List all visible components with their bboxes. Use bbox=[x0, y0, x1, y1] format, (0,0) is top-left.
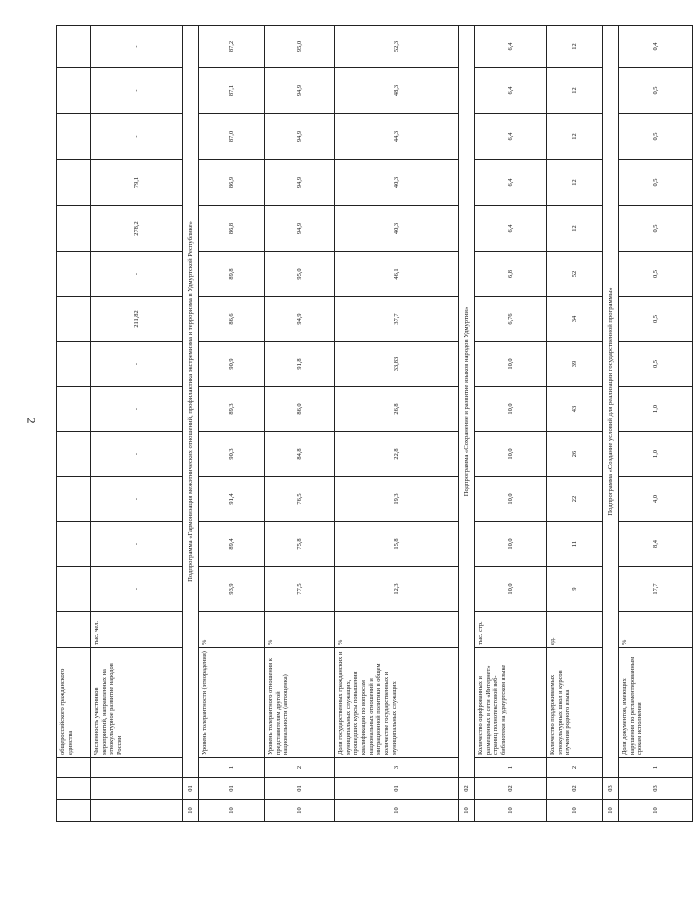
value-cell bbox=[57, 68, 91, 114]
value-cell: 10,0 bbox=[475, 342, 547, 387]
value-cell: 10,0 bbox=[475, 567, 547, 612]
value-cell: 0,5 bbox=[619, 206, 693, 252]
value-cell: - bbox=[91, 522, 183, 567]
indicators-table bbox=[56, 25, 693, 822]
value-cell bbox=[57, 297, 91, 342]
program-code-cell: 10 bbox=[199, 800, 265, 822]
indicator-number-cell: 2 bbox=[265, 758, 335, 778]
value-cell: 0,5 bbox=[619, 160, 693, 206]
indicator-name-cell: Доля документов, имеющих нарушения по регламентированным срокам исполнения bbox=[619, 648, 693, 758]
subprogram-title-cell: Подпрограмма «Создание условий для реализации государственной программы» bbox=[603, 26, 619, 778]
indicator-name-cell: Количество оцифрованных и размещенных в сети «Интернет» страниц полнотекстовой веб-библиотеки на удмуртском языке bbox=[475, 648, 547, 758]
value-cell: 6,4 bbox=[475, 26, 547, 68]
value-cell: 44,3 bbox=[335, 114, 459, 160]
value-cell: 90,9 bbox=[199, 342, 265, 387]
indicator-number-cell bbox=[57, 758, 91, 778]
value-cell: 37,7 bbox=[335, 297, 459, 342]
value-cell: 12 bbox=[547, 206, 603, 252]
value-cell: 90,3 bbox=[199, 432, 265, 477]
program-code-cell: 10 bbox=[183, 800, 199, 822]
value-cell: 94,9 bbox=[265, 206, 335, 252]
value-cell: 95,0 bbox=[265, 252, 335, 297]
value-cell: - bbox=[91, 252, 183, 297]
value-cell: 0,5 bbox=[619, 252, 693, 297]
value-cell: 89,4 bbox=[199, 522, 265, 567]
table-row bbox=[475, 26, 547, 822]
value-cell: 26 bbox=[547, 432, 603, 477]
value-cell bbox=[57, 567, 91, 612]
value-cell: - bbox=[91, 114, 183, 160]
value-cell bbox=[57, 342, 91, 387]
value-cell: 48,3 bbox=[335, 68, 459, 114]
subprogram-row bbox=[459, 26, 475, 822]
value-cell: 278,2 bbox=[91, 206, 183, 252]
subprogram-code-cell bbox=[57, 778, 91, 800]
value-cell: 89,8 bbox=[199, 252, 265, 297]
value-cell: 87,1 bbox=[199, 68, 265, 114]
value-cell: 211,82 bbox=[91, 297, 183, 342]
indicator-name-cell: общероссийского гражданского единства bbox=[57, 648, 91, 758]
value-cell: 95,0 bbox=[265, 26, 335, 68]
value-cell: 94,9 bbox=[265, 297, 335, 342]
value-cell: 11 bbox=[547, 522, 603, 567]
value-cell: 6,4 bbox=[475, 114, 547, 160]
program-code-cell bbox=[57, 800, 91, 822]
table-row bbox=[265, 26, 335, 822]
indicator-number-cell: 1 bbox=[619, 758, 693, 778]
program-code-cell: 10 bbox=[619, 800, 693, 822]
indicator-number-cell: 1 bbox=[199, 758, 265, 778]
value-cell bbox=[57, 522, 91, 567]
value-cell: 10,0 bbox=[475, 477, 547, 522]
value-cell: 10,0 bbox=[475, 522, 547, 567]
subprogram-code-cell bbox=[91, 778, 183, 800]
subprogram-title-cell: Подпрограмма «Гармонизация межэтнических отношений, профилактика экстремизма и терроризма в Удмуртской Республике» bbox=[183, 26, 199, 778]
value-cell: - bbox=[91, 26, 183, 68]
value-cell: 12 bbox=[547, 160, 603, 206]
value-cell: 91,8 bbox=[265, 342, 335, 387]
value-cell: - bbox=[91, 567, 183, 612]
value-cell bbox=[57, 114, 91, 160]
value-cell: 94,9 bbox=[265, 68, 335, 114]
value-cell: 19,3 bbox=[335, 477, 459, 522]
value-cell: 46,1 bbox=[335, 252, 459, 297]
value-cell: 1,0 bbox=[619, 432, 693, 477]
program-code-cell: 10 bbox=[265, 800, 335, 822]
unit-cell: тыс. чел. bbox=[91, 612, 183, 648]
value-cell: 34 bbox=[547, 297, 603, 342]
value-cell: 33,83 bbox=[335, 342, 459, 387]
value-cell bbox=[57, 160, 91, 206]
value-cell: 79,1 bbox=[91, 160, 183, 206]
subprogram-code-cell: 01 bbox=[335, 778, 459, 800]
value-cell: 43 bbox=[547, 387, 603, 432]
table-row bbox=[619, 26, 693, 822]
unit-cell: % bbox=[335, 612, 459, 648]
value-cell: 75,8 bbox=[265, 522, 335, 567]
indicator-name-cell: Численность участников мероприятий, направленных на этнокультурное развитие народов России bbox=[91, 648, 183, 758]
value-cell: 86,8 bbox=[199, 206, 265, 252]
value-cell: 22,8 bbox=[335, 432, 459, 477]
subprogram-code-cell: 01 bbox=[265, 778, 335, 800]
value-cell bbox=[57, 26, 91, 68]
indicator-number-cell: 2 bbox=[547, 758, 603, 778]
value-cell bbox=[57, 206, 91, 252]
value-cell: 86,9 bbox=[199, 160, 265, 206]
value-cell bbox=[57, 477, 91, 522]
value-cell bbox=[57, 252, 91, 297]
subprogram-code-cell: 03 bbox=[619, 778, 693, 800]
table-body bbox=[57, 26, 693, 822]
value-cell: 52,3 bbox=[335, 26, 459, 68]
value-cell: 89,3 bbox=[199, 387, 265, 432]
value-cell: - bbox=[91, 477, 183, 522]
value-cell: 52 bbox=[547, 252, 603, 297]
value-cell: 6,4 bbox=[475, 160, 547, 206]
program-code-cell: 10 bbox=[547, 800, 603, 822]
value-cell bbox=[57, 387, 91, 432]
value-cell: - bbox=[91, 342, 183, 387]
value-cell: 9 bbox=[547, 567, 603, 612]
page-number: 2 bbox=[24, 417, 39, 424]
value-cell: 12 bbox=[547, 26, 603, 68]
indicator-number-cell: 3 bbox=[335, 758, 459, 778]
indicator-name-cell: Количество поддерживаемых этнокультурных школ и курсов изучения родного языка bbox=[547, 648, 603, 758]
value-cell: 0,5 bbox=[619, 68, 693, 114]
value-cell: 12 bbox=[547, 114, 603, 160]
indicator-name-cell: Доля государственных гражданских и муниципальных служащих, прошедших курсы повышения квалификации по вопросам национальных отношений и миграционной политики в общем количестве государственных и муниципальных служащих bbox=[335, 648, 459, 758]
rotated-table-wrapper bbox=[56, 26, 659, 822]
value-cell: 76,5 bbox=[265, 477, 335, 522]
value-cell: - bbox=[91, 387, 183, 432]
indicator-number-cell bbox=[91, 758, 183, 778]
value-cell: 40,3 bbox=[335, 160, 459, 206]
indicator-number-cell: 1 bbox=[475, 758, 547, 778]
table-row bbox=[547, 26, 603, 822]
value-cell: - bbox=[91, 432, 183, 477]
indicator-name-cell: Уровень толерантного отношения к представителям другой национальности (автооценка) bbox=[265, 648, 335, 758]
value-cell: 39 bbox=[547, 342, 603, 387]
value-cell: 4,0 bbox=[619, 477, 693, 522]
unit-cell: тыс. стр. bbox=[475, 612, 547, 648]
unit-cell bbox=[57, 612, 91, 648]
value-cell: 10,0 bbox=[475, 387, 547, 432]
value-cell: 87,2 bbox=[199, 26, 265, 68]
value-cell bbox=[57, 432, 91, 477]
program-code-cell: 10 bbox=[335, 800, 459, 822]
value-cell: 0,5 bbox=[619, 342, 693, 387]
value-cell: 94,9 bbox=[265, 160, 335, 206]
value-cell: 22 bbox=[547, 477, 603, 522]
subprogram-title-cell: Подпрограмма «Сохранение и развитие языков народов Удмуртии» bbox=[459, 26, 475, 778]
unit-cell: % bbox=[199, 612, 265, 648]
subprogram-row bbox=[603, 26, 619, 822]
value-cell: 87,0 bbox=[199, 114, 265, 160]
value-cell: 6,76 bbox=[475, 297, 547, 342]
value-cell: 86,6 bbox=[199, 297, 265, 342]
value-cell: - bbox=[91, 68, 183, 114]
value-cell: 0,4 bbox=[619, 26, 693, 68]
value-cell: 40,3 bbox=[335, 206, 459, 252]
subprogram-code-cell: 02 bbox=[475, 778, 547, 800]
subprogram-row bbox=[183, 26, 199, 822]
value-cell: 12 bbox=[547, 68, 603, 114]
unit-cell: % bbox=[619, 612, 693, 648]
value-cell: 0,5 bbox=[619, 114, 693, 160]
subprogram-code-cell: 02 bbox=[459, 778, 475, 800]
value-cell: 26,8 bbox=[335, 387, 459, 432]
program-code-cell: 10 bbox=[603, 800, 619, 822]
value-cell: 6,4 bbox=[475, 206, 547, 252]
value-cell: 93,9 bbox=[199, 567, 265, 612]
unit-cell: ед. bbox=[547, 612, 603, 648]
value-cell: 12,3 bbox=[335, 567, 459, 612]
value-cell: 91,4 bbox=[199, 477, 265, 522]
table-row bbox=[57, 26, 91, 822]
value-cell: 0,5 bbox=[619, 297, 693, 342]
subprogram-code-cell: 01 bbox=[199, 778, 265, 800]
value-cell: 10,0 bbox=[475, 432, 547, 477]
subprogram-code-cell: 03 bbox=[603, 778, 619, 800]
table-row bbox=[335, 26, 459, 822]
value-cell: 86,0 bbox=[265, 387, 335, 432]
program-code-cell: 10 bbox=[475, 800, 547, 822]
value-cell: 17,7 bbox=[619, 567, 693, 612]
indicator-name-cell: Уровень толерантности (этнорадения) bbox=[199, 648, 265, 758]
value-cell: 1,0 bbox=[619, 387, 693, 432]
table-row bbox=[199, 26, 265, 822]
unit-cell: % bbox=[265, 612, 335, 648]
subprogram-code-cell: 01 bbox=[183, 778, 199, 800]
value-cell: 84,8 bbox=[265, 432, 335, 477]
value-cell: 77,5 bbox=[265, 567, 335, 612]
program-code-cell: 10 bbox=[459, 800, 475, 822]
program-code-cell bbox=[91, 800, 183, 822]
value-cell: 6,8 bbox=[475, 252, 547, 297]
table-row bbox=[91, 26, 183, 822]
subprogram-code-cell: 02 bbox=[547, 778, 603, 800]
value-cell: 6,4 bbox=[475, 68, 547, 114]
value-cell: 8,4 bbox=[619, 522, 693, 567]
value-cell: 15,8 bbox=[335, 522, 459, 567]
value-cell: 94,9 bbox=[265, 114, 335, 160]
